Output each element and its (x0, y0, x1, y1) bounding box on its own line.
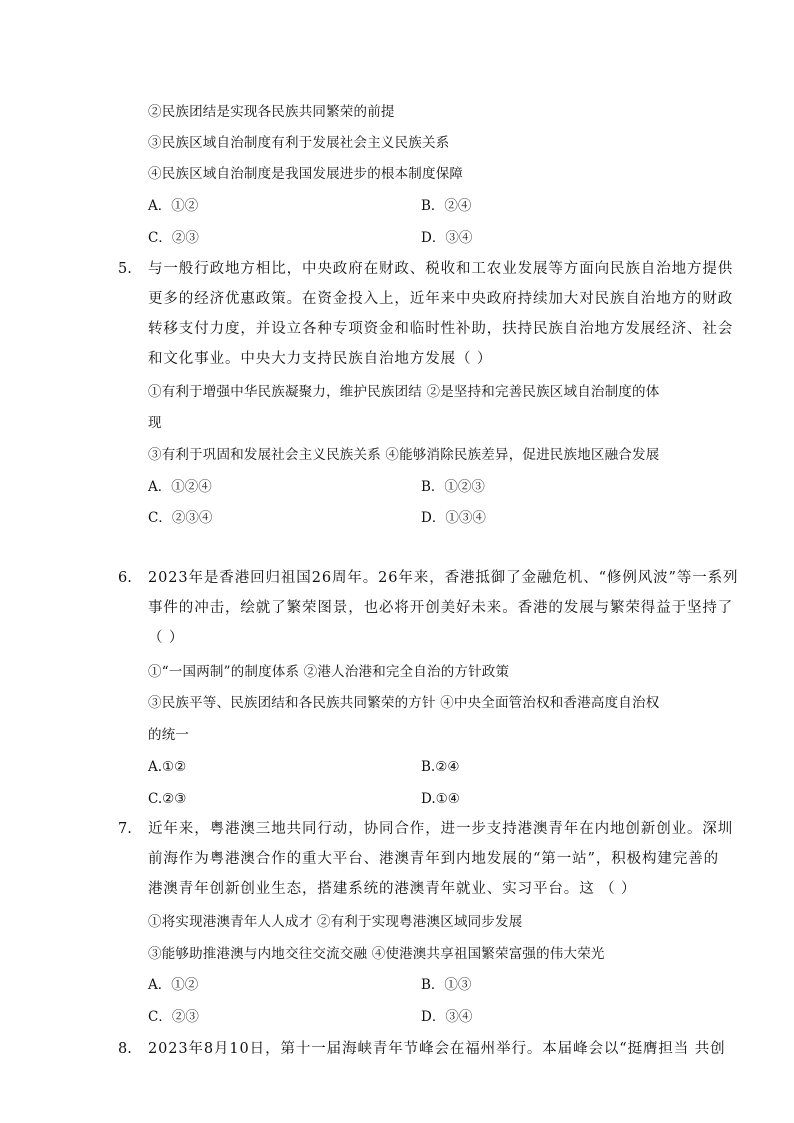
q5-option-c[interactable]: C．②③④ (148, 510, 213, 526)
q5-option-a[interactable]: A．①②④ (148, 479, 212, 495)
q5-statement-line: ③有利于巩固和发展社会主义民族关系 ④能够消除民族差异，促进民族地区融合发展 (148, 447, 660, 463)
q6-number: 6. (118, 570, 132, 586)
q4-statement-2: ②民族团结是实现各民族共同繁荣的前提 (148, 104, 395, 120)
q5-statement-line: 现 (148, 415, 162, 431)
q7-option-c[interactable]: C．②③ (148, 1009, 199, 1025)
q6-option-b[interactable]: B.②④ (421, 759, 460, 775)
q4-option-a[interactable]: A．①② (148, 198, 199, 214)
q6-statement-line: ①“一国两制”的制度体系 ②港人治港和完全自治的方针政策 (148, 664, 510, 680)
q6-option-c[interactable]: C.②③ (148, 791, 187, 807)
q6-option-d[interactable]: D.①④ (421, 791, 460, 807)
q5-statement-line: ①有利于增强中华民族凝聚力，维护民族团结 ②是坚持和完善民族区域自治制度的体 (148, 384, 660, 400)
q6-stem-line: （ ） (148, 630, 185, 646)
q8-stem-line: 2023年8月10日，第十一届海峡青年节峰会在福州举行。本届峰会以“挺膺担当 共创 (148, 1041, 726, 1057)
q5-number: 5. (118, 261, 132, 277)
q7-number: 7. (118, 821, 132, 837)
q5-stem-line: 转移支付力度，并设立各种专项资金和临时性补助，扶持民族自治地方发展经济、社会 (148, 321, 734, 337)
q4-option-d[interactable]: D．③④ (421, 230, 473, 246)
q7-option-b[interactable]: B．①③ (421, 977, 472, 993)
q6-stem-line: 2023年是香港回归祖国26周年。26年来，香港抵御了金融危机、“修例风波”等一系列 (148, 570, 739, 586)
q5-stem-line: 与一般行政地方相比，中央政府在财政、税收和工农业发展等方面向民族自治地方提供 (148, 261, 734, 277)
q7-statement-line: ③能够助推港澳与内地交往交流交融 ④使港澳共享祖国繁荣富强的伟大荣光 (148, 946, 605, 962)
q5-stem-line: 更多的经济优惠政策。在资金投入上，近年来中央政府持续加大对民族自治地方的财政 (148, 291, 734, 307)
q7-statement-line: ①将实现港澳青年人人成才 ②有利于实现粤港澳区域同步发展 (148, 914, 523, 930)
q4-option-c[interactable]: C．②③ (148, 230, 199, 246)
q5-stem-line: 和文化事业。中央大力支持民族自治地方发展（ ） (148, 351, 493, 367)
q5-option-d[interactable]: D．①③④ (421, 510, 486, 526)
q6-statement-line: ③民族平等、民族团结和各民族共同繁荣的方针 ④中央全面管治权和香港高度自治权 (148, 695, 660, 711)
q7-stem-line: 近年来，粤港澳三地共同行动，协同合作，进一步支持港澳青年在内地创新创业。深圳 (148, 821, 734, 837)
q7-stem-line: 港澳青年创新创业生态，搭建系统的港澳青年就业、实习平台。这 （ ） (148, 881, 637, 897)
q6-option-a[interactable]: A.①② (148, 759, 187, 775)
q6-statement-line: 的统一 (148, 727, 190, 743)
q6-stem-line: 事件的冲击，绘就了繁荣图景，也必将开创美好未来。香港的发展与繁荣得益于坚持了 (148, 600, 734, 616)
q4-statement-4: ④民族区域自治制度是我国发展进步的根本制度保障 (148, 166, 464, 182)
q7-option-d[interactable]: D．③④ (421, 1009, 473, 1025)
q7-option-a[interactable]: A．①② (148, 977, 199, 993)
q8-number: 8. (118, 1041, 132, 1057)
q7-stem-line: 前海作为粤港澳合作的重大平台、港澳青年到内地发展的“第一站”，积极构建完善的 (148, 851, 720, 867)
q4-statement-3: ③民族区域自治制度有利于发展社会主义民族关系 (148, 135, 450, 151)
q5-option-b[interactable]: B．①②③ (421, 479, 485, 495)
q4-option-b[interactable]: B．②④ (421, 198, 472, 214)
